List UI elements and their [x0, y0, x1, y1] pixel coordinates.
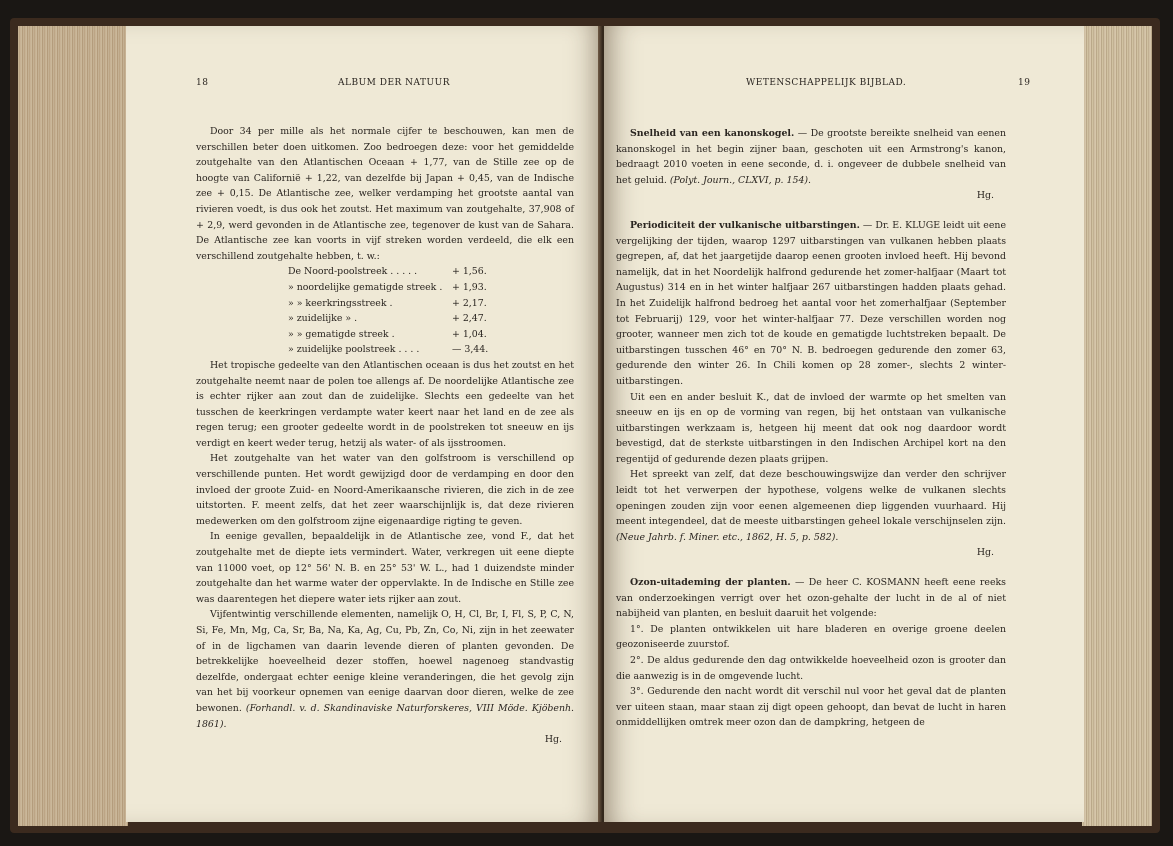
paragraph: Het zoutgehalte van het water van den golfstroom is verschillend op verschillende punten. Het wordt gewijzigd door de verdamping en door den invloed der groote Zuid- en Noord-Amerikaansche rivieren, die zich in de zee uitstorten. F. meent zelfs, dat het zeer waarschijnlijk is, dat deze rivieren medewerken om den golfstroom zijne eigenaardige rigting te geven.: [196, 453, 574, 527]
running-head-right: WETENSCHAPPELIJK BIJBLAD.: [746, 78, 907, 88]
source-citation: (Neue Jahrb. f. Miner. etc., 1862, H. 5, p. 582).: [616, 531, 839, 543]
page-number-right: 19: [1018, 78, 1031, 88]
table-row: De Noord-poolstreek . . . . . + 1,56.: [288, 266, 487, 278]
paragraph: In eenige gevallen, bepaaldelijk in de Atlantische zee, vond F., dat het zoutgehalte met de diepte iets vermindert. Water, verkregen uit eene diepte van 11000 voet, op 12° 56' N. B. en 25° 53' W. L., had 1 duizendste minder zoutgehalte dan het warme water der oppervlakte. In de Indische en Stille zee was daarentegen het diepere water iets rijker aan zout.: [196, 531, 574, 605]
source-citation: (Polyt. Journ., CLXVI, p. 154).: [669, 174, 812, 186]
left-page-text: [196, 124, 574, 748]
article-periodiciteit: Periodiciteit der vulkanische uitbarstingen. — Dr. E. KLUGE leidt uit eene vergelijking der tijden, waarop 1297 uitbarstingen van vulkanen hebben plaats gegrepen, af, dat het jaargetijde daarop eenen grooten invloed heeft. Hij bevond namelijk, dat in het Noordelijk halfrond gedurende het zomer-halfjaar (Maart tot Augustus) 314 en in het winter halfjaar 267 uitbarstingen hadden plaats gehad. In het Zuidelijk halfrond bedroeg het aantal voor het zomerhalfjaar (September tot Februarij) 129, voor het winter-halfjaar 77. Deze verschillen worden nog grooter, wanneer men zich tot de koude en gematigde luchtstreken bepaalt. De uitbarstingen tusschen 46° en 70° N. B. bedroegen gedurende den zomer 63, gedurende den winter 26. In Chili komen op 28 zomer-, slechts 2 winter-uitbarstingen.: [616, 219, 1006, 387]
page-number-left: 18: [196, 78, 209, 88]
paragraph: Het tropische gedeelte van den Atlantischen oceaan is dus het zoutst en het zoutgehalte neemt naar de polen toe allengs af. De noordelijke Atlantische zee is echter rijker aan zout dan de zuidelijke. Slechts een gedeelte van het tusschen de keerkringen verdampte water keert naar het land en de zee als regen terug; een grooter gedeelte wordt in de poolstreken tot sneeuw en ijs verdigt en keert weder terug, hetzij als water- of als ijsstroomen.: [196, 359, 574, 449]
paragraph: Door 34 per mille als het normale cijfer te beschouwen, kan men de verschillen beter doen uitkomen. Zoo bedroegen deze: voor het gemiddelde zoutgehalte van den Atlantischen Oceaan + 1,77, van de Stille zee op de hoogte van Californië + 1,22, van dezelfde bij Japan + 0,45, van de Indische zee + 0,15. De Atlantische zee, welker verdamping het grootste aantal van rivieren voedt, is dus ook het zoutst. Het maximum van zoutgehalte, 37,908 of + 2,9, werd gevonden in de Atlantische zee, tegenover de kust van de Sahara. De Atlantische zee kan voorts in vijf streken worden verdeeld, die elk een verschillend zoutgehalte hebben, t. w.:: [196, 126, 574, 262]
table-row: » zuidelijke poolstreek . . . . — 3,44.: [288, 344, 489, 356]
paragraph: Uit een en ander besluit K., dat de invloed der warmte op het smelten van sneeuw en ijs en op de vorming van regen, bij het ontstaan van vulkanische uitbarstingen werkzaam is, hetgeen hij meent dat ook nog daardoor wordt bevestigd, dat de sterkste uitbarstingen in den Indischen Archipel kort na den regentijd of gedurende dezen plaats grijpen.: [616, 391, 1006, 465]
page-edges-right: [1082, 26, 1152, 826]
right-page: [604, 26, 1084, 822]
left-page: [126, 26, 602, 822]
salinity-table: [288, 264, 574, 358]
article-title: Snelheid van een kanonskogel.: [630, 128, 795, 139]
article-title: Ozon-uitademing der planten.: [630, 577, 791, 589]
article-snelheid: Snelheid van een kanonskogel. — De grootste bereikte snelheid van eenen kanonskogel in het begin zijner baan, geschoten uit een Armstrong's kanon, bedraagt 2010 voeten in eene seconde, d. i. ongeveer de dubbele snelheid van het geluid. (Polyt. Journ., CLXVI, p. 154).: [616, 128, 1006, 186]
table-row: » » gematigde streek . + 1,04.: [288, 328, 487, 340]
paragraph: Het spreekt van zelf, dat deze beschouwingswijze dan verder den schrijver leidt tot het verwerpen der hypothese, volgens welke de vulkanen slechts openingen zouden zijn voor eenen algemeenen diep liggenden vuurhaard. Hij meent integendeel, dat de meeste uitbarstingen geheel lokale verschijnselen zijn. (Neue Jahrb. f. Miner. etc., 1862, H. 5, p. 582).: [616, 469, 1006, 543]
table-row: » noordelijke gematigde streek . + 1,93.: [288, 281, 487, 293]
table-row: » zuidelijke » . + 2,47.: [288, 313, 487, 325]
page-edges-left: [18, 26, 128, 826]
running-head-left: ALBUM DER NATUUR: [338, 78, 451, 88]
signature: Hg.: [976, 190, 994, 202]
list-item: 2°. De aldus gedurende den dag ontwikkelde hoeveelheid ozon is grooter dan die aanwezig is in de omgevende lucht.: [616, 655, 1006, 682]
list-item: 1°. De planten ontwikkelen uit hare bladeren en overige groene deelen geozoniseerde zuurstof.: [616, 623, 1006, 651]
article-ozon: Ozon-uitademing der planten. — De heer C. KOSMANN heeft eene reeks van onderzoekingen verrigt over het ozon-gehalte der lucht in de al of niet nabijheid van planten, en besluit daaruit het volgende:: [616, 577, 1006, 620]
list-item: 3°. Gedurende den nacht wordt dit verschil nul voor het geval dat de planten ver uiteen staan, maar staan zij digt opeen gehoopt, dan bevat de lucht in haren onmiddellijken omtrek meer ozon dan de dampkring, hetgeen de: [616, 686, 1006, 729]
table-row: » » keerkringsstreek . + 2,17.: [288, 297, 487, 309]
signature: Hg.: [544, 734, 562, 746]
signature: Hg.: [976, 547, 994, 559]
article-title: Periodiciteit der vulkanische uitbarstingen.: [630, 219, 860, 231]
paragraph: Vijfentwintig verschillende elementen, namelijk O, H, Cl, Br, I, Fl, S, P, C, N, Si, Fe, Mn, Mg, Ca, Sr, Ba, Na, Ka, Ag, Cu, Pb, Zn, Co, Ni, zijn in het zeewater of in de ligchamen van daarin levende dieren of planten gevonden. De betrekkelijke hoeveelheid dezer stoffen, hoewel nagenoeg standvastig dezelfde, ondergaat echter eenige kleine veranderingen, die het gevolg zijn van het bij voorkeur opnemen van eenige daarvan door dieren, welke de zee bewonen. (Forhandl. v. d. Skandinaviske Naturforskeres, VIII Möde. Kjöbenh. 1861).: [196, 609, 574, 730]
right-page-text: [616, 126, 1006, 731]
source-citation: (Forhandl. v. d. Skandinaviske Naturforskeres, VIII Möde. Kjöbenh. 1861).: [196, 702, 574, 730]
